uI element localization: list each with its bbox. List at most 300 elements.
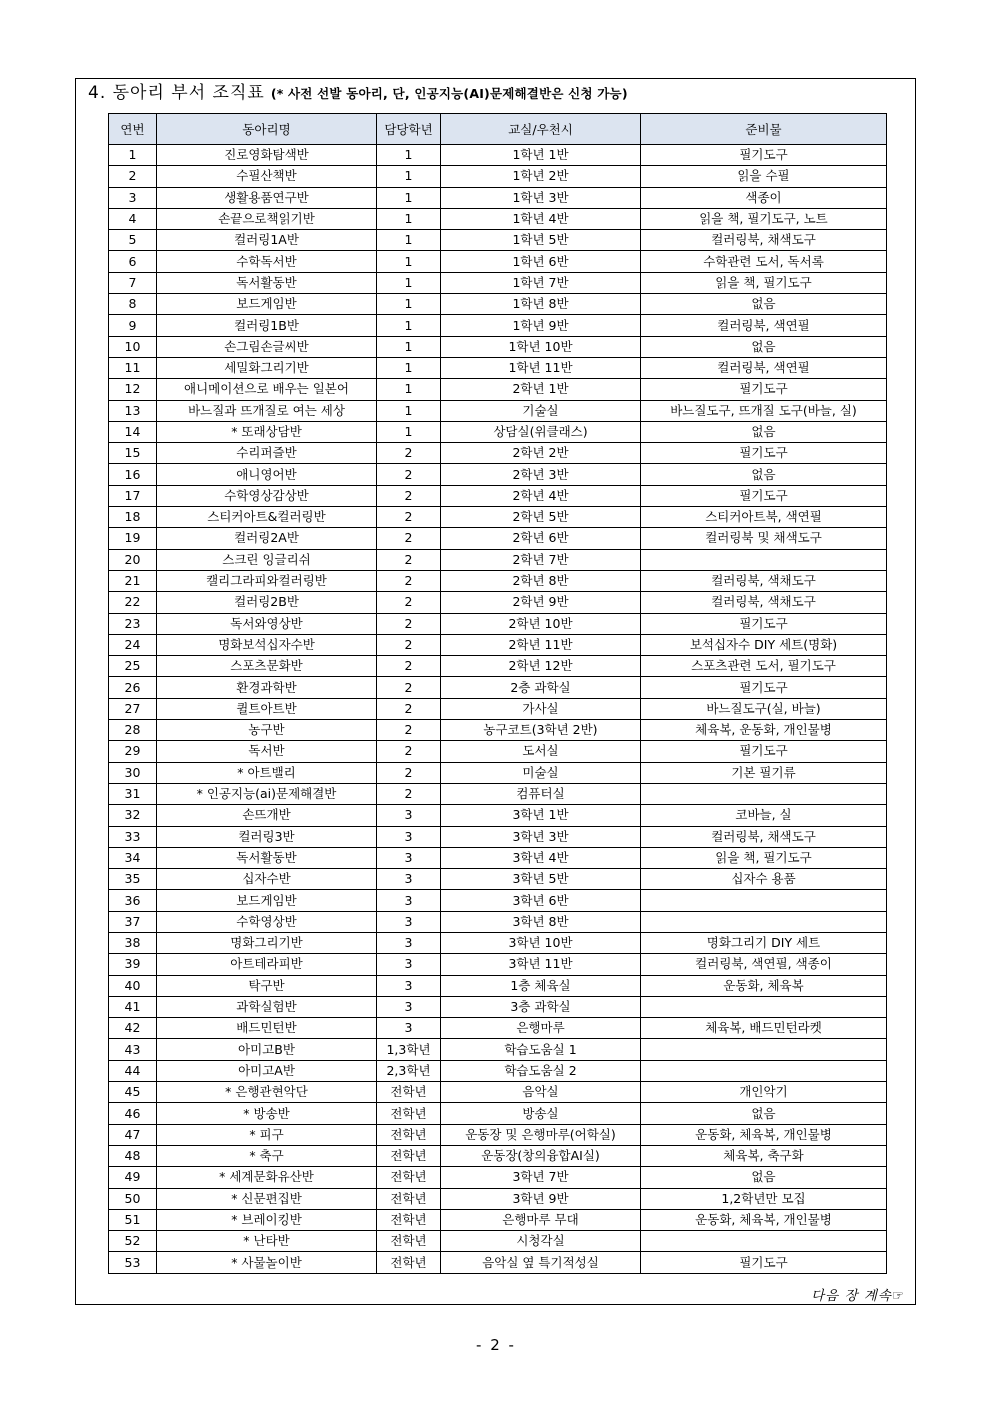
cell-grade: 전학년	[377, 1082, 441, 1103]
cell-club-name: 아미고B반	[157, 1039, 377, 1060]
cell-number: 52	[109, 1231, 157, 1252]
cell-supplies: 개인악기	[641, 1082, 887, 1103]
cell-grade: 2	[377, 698, 441, 719]
cell-grade: 2	[377, 783, 441, 804]
cell-supplies: 보석십자수 DIY 세트(명화)	[641, 634, 887, 655]
cell-grade: 3	[377, 890, 441, 911]
cell-grade: 1	[377, 145, 441, 166]
cell-number: 31	[109, 783, 157, 804]
cell-grade: 3	[377, 975, 441, 996]
cell-classroom: 1학년 10반	[441, 336, 641, 357]
cell-classroom: 2학년 5반	[441, 507, 641, 528]
cell-supplies: 바느질도구(실, 바늘)	[641, 698, 887, 719]
cell-club-name: 컬러링2B반	[157, 592, 377, 613]
cell-supplies: 명화그리기 DIY 세트	[641, 932, 887, 953]
cell-club-name: * 사물놀이반	[157, 1252, 377, 1273]
cell-grade: 3	[377, 869, 441, 890]
cell-classroom: 농구코트(3학년 2반)	[441, 720, 641, 741]
cell-number: 26	[109, 677, 157, 698]
table-row	[109, 464, 887, 485]
table-row	[109, 805, 887, 826]
table-row	[109, 145, 887, 166]
cell-supplies: 컬러링북, 색연필	[641, 315, 887, 336]
cell-supplies: 기본 필기류	[641, 762, 887, 783]
header-club-name: 동아리명	[157, 114, 377, 145]
cell-supplies: 체육복, 축구화	[641, 1145, 887, 1166]
cell-supplies: 읽을 책, 필기도구, 노트	[641, 208, 887, 229]
table-row	[109, 379, 887, 400]
table-row	[109, 1252, 887, 1273]
cell-grade: 전학년	[377, 1167, 441, 1188]
cell-classroom: 2층 과학실	[441, 677, 641, 698]
cell-classroom: 2학년 4반	[441, 485, 641, 506]
cell-grade: 전학년	[377, 1103, 441, 1124]
cell-classroom: 2학년 10반	[441, 613, 641, 634]
page-number: - 2 -	[476, 1336, 516, 1354]
cell-club-name: 보드게임반	[157, 294, 377, 315]
cell-grade: 2	[377, 528, 441, 549]
cell-number: 18	[109, 507, 157, 528]
table-row	[109, 485, 887, 506]
cell-grade: 2,3학년	[377, 1060, 441, 1081]
section-title: 4. 동아리 부서 조직표	[88, 83, 265, 103]
cell-classroom: 2학년 3반	[441, 464, 641, 485]
cell-supplies: 없음	[641, 294, 887, 315]
cell-number: 41	[109, 996, 157, 1017]
cell-number: 36	[109, 890, 157, 911]
table-row	[109, 357, 887, 378]
cell-number: 34	[109, 847, 157, 868]
cell-supplies: 1,2학년만 모집	[641, 1188, 887, 1209]
cell-grade: 1	[377, 379, 441, 400]
cell-number: 51	[109, 1209, 157, 1230]
table-row	[109, 1039, 887, 1060]
cell-number: 45	[109, 1082, 157, 1103]
cell-club-name: 애니영어반	[157, 464, 377, 485]
cell-grade: 3	[377, 805, 441, 826]
cell-grade: 전학년	[377, 1231, 441, 1252]
cell-number: 2	[109, 166, 157, 187]
table-row	[109, 528, 887, 549]
cell-classroom: 운동장 및 은행마루(어학실)	[441, 1124, 641, 1145]
cell-number: 10	[109, 336, 157, 357]
table-row	[109, 1060, 887, 1081]
cell-number: 1	[109, 145, 157, 166]
cell-grade: 2	[377, 720, 441, 741]
cell-grade: 1	[377, 294, 441, 315]
cell-supplies	[641, 783, 887, 804]
cell-supplies: 읽을 수필	[641, 166, 887, 187]
cell-grade: 1	[377, 336, 441, 357]
cell-classroom: 3학년 1반	[441, 805, 641, 826]
cell-number: 22	[109, 592, 157, 613]
cell-supplies: 체육복, 배드민턴라켓	[641, 1018, 887, 1039]
cell-supplies: 읽을 책, 필기도구	[641, 847, 887, 868]
cell-grade: 2	[377, 656, 441, 677]
cell-club-name: 컬러링2A반	[157, 528, 377, 549]
cell-classroom: 3학년 7반	[441, 1167, 641, 1188]
cell-club-name: 생활용품연구반	[157, 187, 377, 208]
cell-grade: 2	[377, 507, 441, 528]
table-row	[109, 208, 887, 229]
cell-supplies: 컬러링북, 채색도구	[641, 826, 887, 847]
header-classroom: 교실/우천시	[441, 114, 641, 145]
cell-supplies: 없음	[641, 1103, 887, 1124]
cell-grade: 1,3학년	[377, 1039, 441, 1060]
cell-club-name: 탁구반	[157, 975, 377, 996]
cell-club-name: 십자수반	[157, 869, 377, 890]
cell-number: 32	[109, 805, 157, 826]
table-row	[109, 421, 887, 442]
table-row	[109, 592, 887, 613]
cell-classroom: 1학년 3반	[441, 187, 641, 208]
table-row	[109, 783, 887, 804]
cell-number: 46	[109, 1103, 157, 1124]
cell-supplies: 코바늘, 실	[641, 805, 887, 826]
cell-number: 29	[109, 741, 157, 762]
cell-classroom: 1학년 6반	[441, 251, 641, 272]
cell-supplies: 컬러링북, 색채도구	[641, 570, 887, 591]
cell-club-name: 독서활동반	[157, 847, 377, 868]
cell-supplies: 필기도구	[641, 379, 887, 400]
cell-grade: 3	[377, 847, 441, 868]
cell-grade: 3	[377, 932, 441, 953]
cell-number: 20	[109, 549, 157, 570]
cell-classroom: 1학년 8반	[441, 294, 641, 315]
cell-classroom: 기술실	[441, 400, 641, 421]
table-row	[109, 890, 887, 911]
cell-grade: 1	[377, 208, 441, 229]
cell-supplies: 스티커아트북, 색연필	[641, 507, 887, 528]
continue-note: 다음 장 계속☞	[811, 1288, 905, 1304]
header-grade: 담당학년	[377, 114, 441, 145]
cell-club-name: 수필산책반	[157, 166, 377, 187]
cell-supplies: 필기도구	[641, 677, 887, 698]
cell-club-name: 스크린 잉글리쉬	[157, 549, 377, 570]
cell-club-name: 수리퍼즐반	[157, 443, 377, 464]
cell-grade: 1	[377, 357, 441, 378]
table-body	[109, 145, 887, 1274]
table-row	[109, 507, 887, 528]
cell-club-name: * 피구	[157, 1124, 377, 1145]
table-row	[109, 762, 887, 783]
cell-classroom: 학습도움실 2	[441, 1060, 641, 1081]
cell-club-name: * 축구	[157, 1145, 377, 1166]
cell-supplies	[641, 1231, 887, 1252]
table-row	[109, 932, 887, 953]
cell-number: 40	[109, 975, 157, 996]
cell-classroom: 3층 과학실	[441, 996, 641, 1017]
cell-grade: 전학년	[377, 1209, 441, 1230]
cell-number: 25	[109, 656, 157, 677]
cell-club-name: 손뜨개반	[157, 805, 377, 826]
cell-number: 16	[109, 464, 157, 485]
table-row	[109, 720, 887, 741]
cell-number: 53	[109, 1252, 157, 1273]
cell-number: 27	[109, 698, 157, 719]
cell-club-name: 퀼트아트반	[157, 698, 377, 719]
document-frame	[75, 78, 916, 1305]
cell-classroom: 2학년 1반	[441, 379, 641, 400]
cell-classroom: 시청각실	[441, 1231, 641, 1252]
cell-club-name: * 난타반	[157, 1231, 377, 1252]
table-row	[109, 847, 887, 868]
cell-grade: 2	[377, 549, 441, 570]
cell-grade: 2	[377, 677, 441, 698]
table-row	[109, 272, 887, 293]
cell-club-name: 스포츠문화반	[157, 656, 377, 677]
table-row	[109, 336, 887, 357]
cell-classroom: 3학년 5반	[441, 869, 641, 890]
cell-supplies	[641, 1060, 887, 1081]
cell-classroom: 음악실	[441, 1082, 641, 1103]
cell-club-name: 명화그리기반	[157, 932, 377, 953]
cell-club-name: 아트테라피반	[157, 954, 377, 975]
table-row	[109, 741, 887, 762]
cell-grade: 1	[377, 230, 441, 251]
cell-club-name: * 방송반	[157, 1103, 377, 1124]
cell-number: 7	[109, 272, 157, 293]
cell-club-name: 환경과학반	[157, 677, 377, 698]
cell-number: 49	[109, 1167, 157, 1188]
cell-supplies: 컬러링북, 색연필	[641, 357, 887, 378]
table-row	[109, 315, 887, 336]
cell-number: 38	[109, 932, 157, 953]
table-row	[109, 698, 887, 719]
cell-number: 19	[109, 528, 157, 549]
cell-supplies: 체육복, 운동화, 개인물병	[641, 720, 887, 741]
cell-supplies	[641, 996, 887, 1017]
table-row	[109, 996, 887, 1017]
cell-classroom: 가사실	[441, 698, 641, 719]
cell-supplies: 필기도구	[641, 741, 887, 762]
cell-grade: 전학년	[377, 1145, 441, 1166]
cell-classroom: 2학년 2반	[441, 443, 641, 464]
cell-club-name: 세밀화그리기반	[157, 357, 377, 378]
cell-classroom: 3학년 8반	[441, 911, 641, 932]
cell-grade: 2	[377, 762, 441, 783]
table-row	[109, 613, 887, 634]
cell-classroom: 1학년 9반	[441, 315, 641, 336]
cell-club-name: 손끝으로책읽기반	[157, 208, 377, 229]
cell-supplies: 필기도구	[641, 613, 887, 634]
cell-supplies: 운동화, 체육복, 개인물병	[641, 1209, 887, 1230]
cell-club-name: 컬러링3반	[157, 826, 377, 847]
cell-grade: 2	[377, 443, 441, 464]
cell-supplies: 컬러링북 및 채색도구	[641, 528, 887, 549]
cell-supplies: 필기도구	[641, 443, 887, 464]
cell-grade: 2	[377, 485, 441, 506]
cell-classroom: 미술실	[441, 762, 641, 783]
cell-grade: 1	[377, 187, 441, 208]
cell-grade: 1	[377, 251, 441, 272]
table-row	[109, 1124, 887, 1145]
cell-club-name: 과학실험반	[157, 996, 377, 1017]
cell-grade: 2	[377, 464, 441, 485]
cell-classroom: 3학년 4반	[441, 847, 641, 868]
table-row	[109, 634, 887, 655]
cell-club-name: * 세계문화유산반	[157, 1167, 377, 1188]
table-row	[109, 1231, 887, 1252]
cell-supplies: 컬러링북, 색채도구	[641, 592, 887, 613]
cell-club-name: 애니메이션으로 배우는 일본어	[157, 379, 377, 400]
cell-grade: 2	[377, 592, 441, 613]
cell-supplies: 바느질도구, 뜨개질 도구(바늘, 실)	[641, 400, 887, 421]
cell-number: 37	[109, 911, 157, 932]
cell-number: 17	[109, 485, 157, 506]
cell-club-name: 컬러링1A반	[157, 230, 377, 251]
cell-number: 11	[109, 357, 157, 378]
table-row	[109, 1018, 887, 1039]
cell-classroom: 2학년 12반	[441, 656, 641, 677]
cell-grade: 전학년	[377, 1124, 441, 1145]
table-row	[109, 187, 887, 208]
cell-classroom: 학습도움실 1	[441, 1039, 641, 1060]
table-row	[109, 400, 887, 421]
cell-number: 42	[109, 1018, 157, 1039]
table-row	[109, 1082, 887, 1103]
cell-number: 14	[109, 421, 157, 442]
cell-club-name: 손그림손글씨반	[157, 336, 377, 357]
cell-classroom: 2학년 8반	[441, 570, 641, 591]
cell-classroom: 3학년 3반	[441, 826, 641, 847]
table-row	[109, 549, 887, 570]
cell-number: 35	[109, 869, 157, 890]
cell-number: 3	[109, 187, 157, 208]
cell-club-name: * 인공지능(ai)문제해결반	[157, 783, 377, 804]
cell-supplies: 없음	[641, 421, 887, 442]
cell-number: 44	[109, 1060, 157, 1081]
cell-classroom: 3학년 6반	[441, 890, 641, 911]
table-row	[109, 869, 887, 890]
cell-number: 48	[109, 1145, 157, 1166]
cell-number: 21	[109, 570, 157, 591]
cell-number: 33	[109, 826, 157, 847]
cell-grade: 2	[377, 570, 441, 591]
cell-supplies: 필기도구	[641, 1252, 887, 1273]
cell-number: 8	[109, 294, 157, 315]
cell-number: 4	[109, 208, 157, 229]
cell-number: 23	[109, 613, 157, 634]
cell-classroom: 2학년 6반	[441, 528, 641, 549]
cell-classroom: 1층 체육실	[441, 975, 641, 996]
cell-number: 24	[109, 634, 157, 655]
cell-grade: 1	[377, 272, 441, 293]
cell-club-name: 수학영상반	[157, 911, 377, 932]
table-row	[109, 251, 887, 272]
cell-classroom: 1학년 2반	[441, 166, 641, 187]
cell-supplies: 필기도구	[641, 145, 887, 166]
table-row	[109, 1103, 887, 1124]
cell-number: 43	[109, 1039, 157, 1060]
cell-classroom: 운동장(창의융합AI실)	[441, 1145, 641, 1166]
cell-classroom: 2학년 11반	[441, 634, 641, 655]
cell-supplies: 필기도구	[641, 485, 887, 506]
cell-supplies	[641, 911, 887, 932]
cell-grade: 3	[377, 954, 441, 975]
cell-number: 47	[109, 1124, 157, 1145]
cell-grade: 1	[377, 166, 441, 187]
cell-club-name: * 은행관현악단	[157, 1082, 377, 1103]
cell-club-name: * 신문편집반	[157, 1188, 377, 1209]
cell-club-name: 진로영화탐색반	[157, 145, 377, 166]
cell-classroom: 1학년 5반	[441, 230, 641, 251]
cell-number: 30	[109, 762, 157, 783]
cell-club-name: 독서활동반	[157, 272, 377, 293]
cell-classroom: 3학년 11반	[441, 954, 641, 975]
cell-grade: 3	[377, 911, 441, 932]
table-row	[109, 975, 887, 996]
cell-club-name: 수학독서반	[157, 251, 377, 272]
cell-classroom: 3학년 10반	[441, 932, 641, 953]
cell-classroom: 2학년 7반	[441, 549, 641, 570]
cell-grade: 2	[377, 613, 441, 634]
table-row	[109, 954, 887, 975]
section-note: (* 사전 선발 동아리, 단, 인공지능(AI)문제해결반은 신청 가능)	[270, 86, 628, 101]
cell-supplies: 스포츠관련 도서, 필기도구	[641, 656, 887, 677]
cell-classroom: 1학년 1반	[441, 145, 641, 166]
cell-supplies	[641, 890, 887, 911]
cell-number: 12	[109, 379, 157, 400]
cell-classroom: 은행마루 무대	[441, 1209, 641, 1230]
header-supplies: 준비물	[641, 114, 887, 145]
cell-number: 15	[109, 443, 157, 464]
cell-supplies: 색종이	[641, 187, 887, 208]
cell-classroom: 3학년 9반	[441, 1188, 641, 1209]
cell-supplies	[641, 1039, 887, 1060]
cell-classroom: 상담실(위클래스)	[441, 421, 641, 442]
cell-club-name: 농구반	[157, 720, 377, 741]
cell-classroom: 1학년 4반	[441, 208, 641, 229]
cell-club-name: 스티커아트&컬러링반	[157, 507, 377, 528]
cell-grade: 3	[377, 826, 441, 847]
cell-supplies: 컬러링북, 채색도구	[641, 230, 887, 251]
cell-number: 39	[109, 954, 157, 975]
cell-grade: 1	[377, 421, 441, 442]
cell-number: 13	[109, 400, 157, 421]
cell-supplies: 운동화, 체육복	[641, 975, 887, 996]
cell-number: 6	[109, 251, 157, 272]
table-row	[109, 443, 887, 464]
cell-grade: 1	[377, 315, 441, 336]
cell-supplies: 없음	[641, 464, 887, 485]
cell-club-name: * 아트밸리	[157, 762, 377, 783]
cell-supplies: 컬러링북, 색연필, 색종이	[641, 954, 887, 975]
cell-number: 28	[109, 720, 157, 741]
cell-grade: 1	[377, 400, 441, 421]
cell-grade: 전학년	[377, 1252, 441, 1273]
cell-supplies	[641, 549, 887, 570]
cell-club-name: * 브레이킹반	[157, 1209, 377, 1230]
cell-club-name: 수학영상감상반	[157, 485, 377, 506]
table-row	[109, 166, 887, 187]
cell-club-name: * 또래상담반	[157, 421, 377, 442]
header-number: 연번	[109, 114, 157, 145]
cell-classroom: 방송실	[441, 1103, 641, 1124]
cell-club-name: 명화보석십자수반	[157, 634, 377, 655]
cell-supplies: 없음	[641, 336, 887, 357]
cell-club-name: 독서반	[157, 741, 377, 762]
cell-supplies: 운동화, 체육복, 개인물병	[641, 1124, 887, 1145]
cell-club-name: 컬러링1B반	[157, 315, 377, 336]
cell-grade: 전학년	[377, 1188, 441, 1209]
cell-supplies: 읽을 책, 필기도구	[641, 272, 887, 293]
cell-club-name: 보드게임반	[157, 890, 377, 911]
table-row	[109, 677, 887, 698]
cell-classroom: 1학년 11반	[441, 357, 641, 378]
cell-classroom: 은행마루	[441, 1018, 641, 1039]
cell-club-name: 배드민턴반	[157, 1018, 377, 1039]
